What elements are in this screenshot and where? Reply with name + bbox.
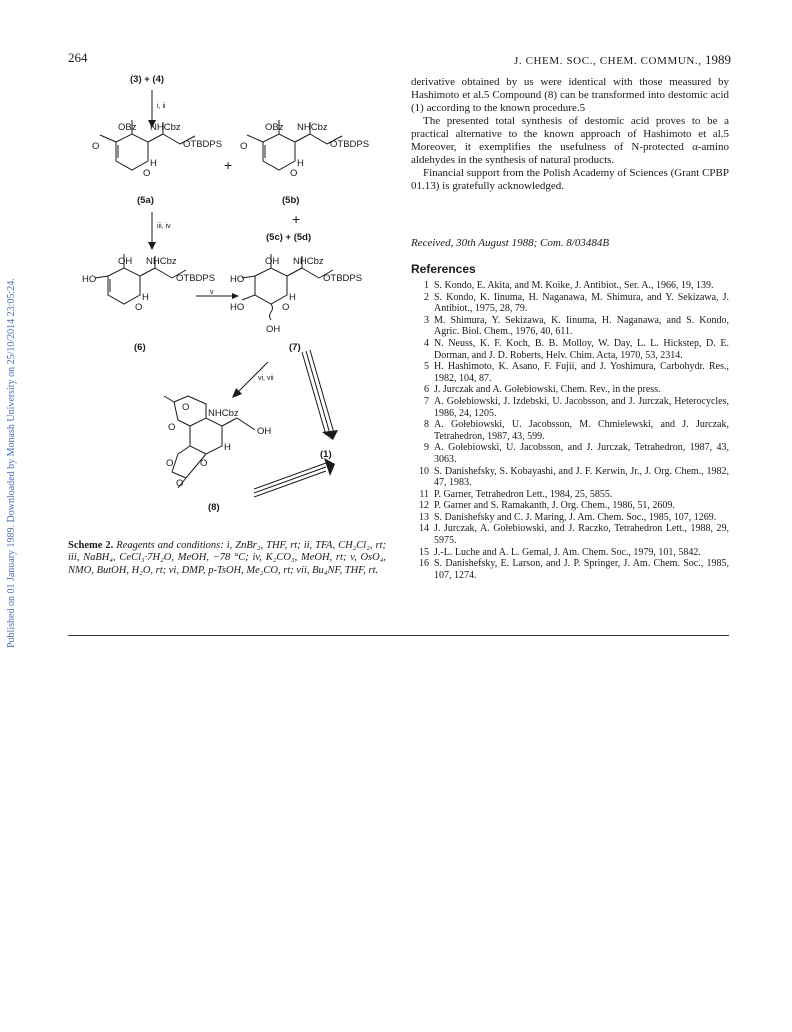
label-5a: (5a): [137, 195, 154, 206]
o-8b: O: [168, 422, 176, 433]
label-5b: (5b): [282, 195, 300, 206]
reference-item: [411, 523, 729, 546]
reference-number: 4: [424, 337, 429, 349]
reference-number: 13: [419, 511, 429, 523]
label-5c5d: (5c) + (5d): [266, 232, 312, 243]
reference-text: S. Kondo, E. Akita, and M. Koike, J. Antibiot., Ser. A., 1966, 19, 139.: [434, 280, 714, 291]
label-1: (1): [320, 449, 332, 460]
otbdps-5a: OTBDPS: [183, 139, 223, 150]
reference-text: S. Danishefsky, E. Larson, and J. P. Springer, J. Am. Chem. Soc., 1985, 107, 1274.: [434, 558, 729, 581]
reference-number: 1: [424, 280, 429, 291]
label-6: (6): [134, 342, 146, 353]
reference-item: [411, 419, 729, 442]
reference-item: [411, 315, 729, 338]
reference-number: 12: [419, 500, 429, 512]
o-8d: O: [176, 478, 184, 489]
step-1-label: i, ii: [157, 103, 166, 110]
plus-1: +: [224, 157, 233, 173]
reference-item: [411, 292, 729, 315]
ring-8: [190, 418, 222, 454]
h-7: H: [289, 292, 296, 303]
ringo-8: O: [200, 458, 208, 469]
nhcbz-5b: NHCbz: [297, 122, 328, 133]
scheme-caption: [68, 540, 386, 577]
journal-year: 1989: [704, 52, 731, 67]
caption-text: Reagents and conditions: i, ZnBr₂, THF, rt; ii, TFA, CH₂Cl₂, rt; iii, NaBH₄, CeCl₃·7H₂O, MeOH, −78 °C; iv, K₂CO₃, MeOH, rt; v, OsO₄, NMO, ButOH, H₂O, rt; vi, DMP, p-TsOH, Me₂CO, rt; vii, Bu₄NF, THF, rt.: [68, 540, 386, 576]
page-number: 264: [68, 50, 88, 65]
reference-text: J. Jurczak, A. Gołebiowski, and J. Raczko, Tetrahedron Lett., 1988, 29, 5975.: [434, 523, 729, 547]
ring-6: [108, 268, 140, 304]
received-line: Received, 30th August 1988; Com. 8/03484B: [411, 237, 610, 249]
ring-5b: [263, 134, 295, 170]
h-5a: H: [150, 158, 157, 169]
reference-text: M. Shimura, Y. Sekizawa, K. Iinuma, H. Naganawa, and S. Kondo, Agric. Biol. Chem., 1976, 40, 611.: [434, 314, 729, 338]
ringo-6: O: [135, 302, 143, 313]
reference-text: J. Jurczak and A. Gołebiowski, Chem. Rev., in the press.: [434, 384, 661, 396]
o-5a: O: [92, 141, 100, 152]
caption-label: Scheme 2.: [68, 540, 114, 551]
reference-number: 6: [424, 384, 429, 396]
reference-number: 14: [419, 523, 429, 535]
reference-item: [411, 396, 729, 419]
footer-rule: [68, 635, 729, 636]
reference-item: [411, 558, 729, 581]
reference-text: S. Kondo, K. Iinuma, H. Naganawa, M. Shimura, and Y. Sekizawa, J. Antibiot., 1975, 28, 79.: [434, 291, 729, 315]
download-note: Published on 01 January 1989. Downloaded by Monash University on 25/10/2014 23:05:24.: [6, 278, 17, 648]
reference-text: A. Gołebiowski, U. Jacobsson, M. Chmielewski, and J. Jurczak, Tetrahedron, 1987, 43, 599.: [434, 419, 729, 442]
reference-text: P. Garner and S. Ramakanth, J. Org. Chem., 1986, 51, 2609.: [434, 500, 675, 512]
label-7: (7): [289, 342, 301, 353]
reference-item: [411, 547, 729, 559]
reference-text: A. Gołebiowski, U. Jacobsson, and J. Jurczak, Tetrahedron, 1987, 43, 3063.: [434, 442, 729, 465]
reference-text: S. Danishefsky and C. J. Maring, J. Am. Chem. Soc., 1985, 107, 1269.: [434, 511, 717, 523]
reference-text: S. Danishefsky, S. Kobayashi, and J. F. Kerwin, Jr., J. Org. Chem., 1982, 47, 1983.: [434, 465, 729, 489]
ring-7: [255, 268, 287, 304]
reference-number: 9: [424, 442, 429, 454]
otbdps-6: OTBDPS: [176, 273, 216, 284]
reference-item: [411, 338, 729, 361]
reference-number: 11: [419, 488, 429, 500]
reference-number: 10: [419, 465, 429, 477]
reference-item: [411, 442, 729, 465]
obz-5a: OBz: [118, 122, 137, 133]
paragraph-1: derivative obtained by us were identical with those measured by Hashimoto et al.5 Compound (8) can be transformed into destomic acid (1) according to the known procedure.5: [411, 76, 729, 114]
reference-text: J.-L. Luche and A. L. Gemal, J. Am. Chem. Soc., 1979, 101, 5842.: [434, 546, 701, 558]
paragraph-3: Financial support from the Polish Academy of Sciences (Grant CPBP 01.13) is gratefully acknowledged.: [411, 167, 729, 192]
ringo-5a: O: [143, 168, 151, 179]
reference-number: 3: [424, 314, 429, 326]
ring-5a: [116, 134, 148, 170]
paragraph-2: The presented total synthesis of destomic acid proves to be a practical alternative to the known approach of Hashimoto et al.5 Moreover, it exemplifies the usefulness of N-protected α-amino aldehydes in the synthesis of natural products.: [411, 115, 729, 166]
ho-6: HO: [82, 274, 97, 285]
reference-item: [411, 280, 729, 292]
otbdps-5b: OTBDPS: [330, 139, 370, 150]
references-heading: References: [411, 262, 476, 276]
journal-name: J. CHEM. SOC., CHEM. COMMUN.,: [514, 55, 702, 67]
reference-item: [411, 489, 729, 501]
reference-text: N. Neuss, K. F. Koch, B. B. Molloy, W. Day, L. L. Hickstep, D. E. Dorman, and J. D. Roberts, Helv. Chim. Acta, 1970, 53, 2314.: [434, 337, 729, 361]
body-text: [411, 76, 729, 193]
reference-item: [411, 512, 729, 524]
obz-5b: OBz: [265, 122, 284, 133]
nhcbz-6: NHCbz: [146, 256, 177, 267]
step-3-label: v: [210, 289, 214, 296]
reference-number: 5: [424, 361, 429, 373]
ringo-7: O: [282, 302, 290, 313]
reference-number: 7: [424, 395, 429, 407]
references-list: [411, 280, 729, 581]
o-5b: O: [240, 141, 248, 152]
o-8c: O: [166, 458, 174, 469]
reference-text: H. Hashimoto, K. Asano, F. Fujii, and J. Yoshimura, Carbohydr. Res., 1982, 104, 87.: [434, 361, 729, 384]
oh-7-anomeric: OH: [266, 324, 281, 335]
nhcbz-5a: NHCbz: [150, 122, 181, 133]
reference-item: [411, 500, 729, 512]
plus-2: +: [292, 211, 301, 227]
reference-number: 15: [419, 546, 429, 558]
h-5b: H: [297, 158, 304, 169]
nhcbz-7: NHCbz: [293, 256, 324, 267]
reference-number: 2: [424, 291, 429, 303]
reference-number: 16: [419, 558, 429, 570]
reference-item: [411, 384, 729, 396]
otbdps-7: OTBDPS: [323, 273, 363, 284]
step-2-label: iii, iv: [157, 223, 171, 230]
step-4-label: vi, vii: [258, 375, 274, 382]
ho-7b: HO: [230, 302, 245, 313]
oh-7: OH: [265, 256, 280, 267]
reference-text: P. Garner, Tetrahedron Lett., 1984, 25, 5855.: [434, 488, 613, 500]
oh-8: OH: [257, 426, 272, 437]
o-8a: O: [182, 402, 190, 413]
h-8: H: [224, 442, 231, 453]
label-start: (3) + (4): [130, 74, 165, 85]
label-8: (8): [208, 502, 220, 513]
ho-7a: HO: [230, 274, 245, 285]
ringo-5b: O: [290, 168, 298, 179]
h-6: H: [142, 292, 149, 303]
reference-item: [411, 361, 729, 384]
oh-6: OH: [118, 256, 133, 267]
reference-item: [411, 466, 729, 489]
reference-number: 8: [424, 419, 429, 431]
reference-text: A. Gołebiowski, J. Izdebski, U. Jacobsson, and J. Jurczak, Heterocycles, 1986, 24, 1205.: [434, 395, 729, 419]
nhcbz-8: NHCbz: [208, 408, 239, 419]
